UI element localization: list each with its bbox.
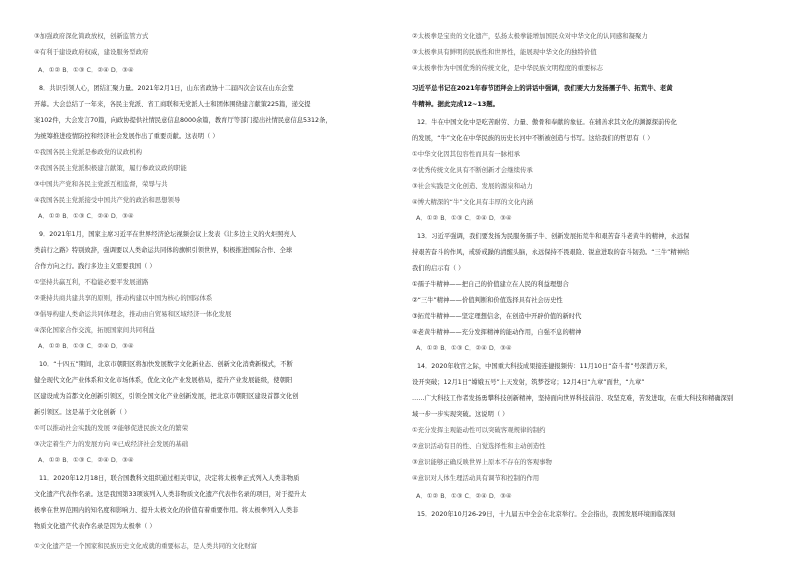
left-text-line: ③倡导构建人类命运共同体理念，推动由自贸易和区域经济一体化发展	[34, 310, 232, 318]
right-text-line: ①充分发挥主观能动性可以突破客观规律的制约	[412, 426, 546, 434]
left-text-line: ①文化遗产是一个国家和民族历史文化成就的重要标志，是人类共同的文化财富	[34, 542, 258, 550]
right-text-line: 设开突破；12月1日“嫦娥五号”上天发射，筑梦苍穹；12月4日“九章”面世，“九章”	[412, 379, 645, 386]
left-text-line: 极拳在世界范围内的知名度和影响力、提升太极文化的价值有着重要作用。将太极拳列入人类非	[34, 507, 299, 514]
right-text-line: A．①② B．①③ C．②④ D．③④	[416, 344, 512, 352]
right-text-line: ④博大精深的“牛”文化具有丰厚的文化内涵	[412, 198, 533, 206]
left-text-line: ②秉持共商共建共享的原则，推动构建以中国为核心的国际体系	[34, 294, 213, 302]
left-text-line: ①可以推动社会实践的发展 ②能够促进民族文化的繁荣	[34, 424, 189, 432]
right-text-line: 持艰苦奋斗的作风，戒骄戒躁的清醒头脑，永远保持不畏艰险、锐意进取的奋斗韧劲。“三牛”精神给	[412, 249, 690, 256]
left-text-line: ③决定着生产力的发展方向 ④已成经济社会发展的基础	[34, 440, 189, 448]
left-text-line: 开幕。大会总结了一年来，各民主党派、省工商联和无党派人士和团体围绕建言献策225篇，递交提	[34, 101, 311, 108]
left-text-line: A．①② B．①③ C．②④ D．③④	[38, 66, 134, 74]
right-text-line: ④意识对人体生理活动具有调节和控制的作用	[412, 474, 540, 482]
left-text-line: ④我国各民主党派接受中国共产党的政治和思想领导	[34, 196, 181, 204]
right-text-line: ③社会实践是文化创造、发展的源泉和动力	[412, 182, 533, 190]
left-text-line: A．①② B．①③ C．②④ D．③④	[38, 342, 134, 350]
left-text-line: ④深化国家合作交流，拓展国家间共同利益	[34, 326, 155, 334]
right-text-line: ②优秀传统文化具有不断创新才会继续传承	[412, 166, 533, 174]
right-text-line: 14．2020年收官之际，中国重大科技成果接连捷报频传：11月10日“奋斗者”号深潜万米，	[417, 363, 672, 370]
right-text-line: ④老黄牛精神——充分发挥精神的能动作用，自强不息的精神	[412, 329, 582, 336]
right-text-line: ④太极拳作为中国优秀的传统文化，是中华民族文明程度的重要标志	[412, 64, 604, 72]
right-text-line: 域一步一步实现突破。这说明（ ）	[412, 411, 509, 418]
left-text-line: 新引领区。这是基于文化创新（ ）	[34, 409, 131, 416]
right-text-line: A．①② B．①③ C．②④ D．③④	[416, 214, 512, 222]
right-text-line: ②“三牛”精神——价值判断和价值选择具有社会历史性	[412, 297, 563, 304]
right-text-line: 13．习近平强调，我们要发扬为民服务孺子牛、创新发展拓荒牛和艰苦奋斗老黄牛的精神，永远保	[417, 233, 690, 240]
right-text-line: ……广大科技工作者发扬勇攀科技创新精神，坚持面向世界科技前沿、攻坚克难，苦发进取，在重大科技和精确深别	[412, 395, 734, 402]
left-text-line: 区建设成为首都文化创新引领区，引领全国文化产业创新发展，把北京市朝阳区建设首都文化创	[34, 393, 299, 400]
right-text-line: 牛精神。据此完成12~13题。	[412, 100, 500, 108]
left-text-line: ③加强政府深化简政放权，创新监管方式	[34, 32, 149, 40]
right-text-line: 习近平总书记在2021年春节团拜会上的讲话中强调，我们要大力发扬孺子牛、拓荒牛、老黄	[412, 84, 673, 92]
right-text-line: ③意识能够正确反映世界上原本不存在的客观事物	[412, 458, 552, 466]
left-text-line: 案102件，大会发言70篇，向政协提供社情民意信息8000余篇，教育厅等部门提出社情民意信息5312条，	[34, 117, 332, 124]
left-text-line: A．①② B．①③ C．②④ D．③④	[38, 212, 134, 220]
left-text-line: 9．2021年1月，国家主席习近平在世界经济论坛视频会议上发表《让多边主义的火炬照亮人	[39, 231, 297, 238]
left-text-line: ③中国共产党和各民主党派互相监督，荣辱与共	[34, 180, 168, 188]
right-text-line: 我们的启示有（ ）	[412, 265, 465, 272]
right-text-line: A．①② B．①③ C．②④ D．③④	[416, 492, 512, 500]
left-text-line: 物质文化遗产代表作名录是因为太极拳（ ）	[34, 523, 156, 530]
right-text-line: ①中华文化因其包容性而具有一脉相承	[412, 150, 520, 158]
right-text-line: 的发展，“牛”文化在中华民族的历史长河中不断被创造与书写。这给我们的哲思有（ ）	[412, 135, 654, 142]
right-text-line: ①孺子牛精神——把自己的价值建立在人民的利益理想合	[412, 281, 569, 288]
left-text-line: 10．“十四五”期间，北京市朝阳区将加快发展数字文化新业态、创新文化消费新模式，不断	[39, 361, 293, 368]
right-text-line: 12．牛在中国文化中是吃苦耐劳、力量、傲骨和奉献的象征。在辅善求其文化的渊源探前传化	[417, 119, 677, 126]
left-text-line: ①我国各民主党派是参政党的议政机构	[34, 148, 142, 156]
left-text-line: 8．共识引领人心，团结汇聚力量。2021年2月1日，山东省政协十二届四次会议在山东会堂	[39, 85, 294, 92]
left-text-line: ①坚持共赢互利，不稳能必要平发展道路	[34, 278, 149, 286]
right-text-line: ③太极拳具有鲜明的民族性和世界性，能展现中华文化的独特价值	[412, 48, 597, 56]
left-text-line: 11．2020年12月18日，联合国教科文组织通过相关审议，决定将太极拳正式列入人类非物质	[39, 475, 300, 482]
right-text-line: ②太极拳是宝贵的文化遗产，弘扬太极拳能增加国民众对中华文化的认同感和凝聚力	[412, 32, 648, 40]
left-text-line: A．①② B．①③ C．②④ D．③④	[38, 456, 134, 464]
left-text-line: 合作方向之行。践行多边主义需要我国（ ）	[34, 263, 156, 270]
left-text-line: 为统筹推进疫情防控和经济社会发展作出了重要贡献。这表明（ ）	[34, 133, 219, 140]
left-text-line: ②我国各民主党派积极建言献策，履行参政议政的职能	[34, 164, 187, 172]
left-text-line: 健全现代文化产业体系和文化市场体系，优化文化产业发展格局，提升产业发展能级，使朝阳	[34, 377, 293, 384]
right-text-line: ②意识活动有目的性、自觉选择性和主动创造性	[412, 442, 546, 450]
right-text-line: 15．2020年10月26-29日，十九届五中全会在北京举行。全会指出，我国发展环境面临深刻	[417, 511, 676, 518]
left-text-line: ④有利于建设政府权威，建设服务型政府	[34, 48, 149, 56]
right-text-line: ③拓荒牛精神——坚定理想信念，在创造中开辟价值的新时代	[412, 313, 582, 320]
left-text-line: 文化遗产代表作名录。这是我国第33项该列入人类非物质文化遗产代表作名录的项目，对于提升太	[34, 491, 307, 498]
left-text-line: 类前行之路》特别致辞，强调要以人类命运共同体的旗帜引领世界，积极推进国际合作、全球	[34, 247, 293, 254]
